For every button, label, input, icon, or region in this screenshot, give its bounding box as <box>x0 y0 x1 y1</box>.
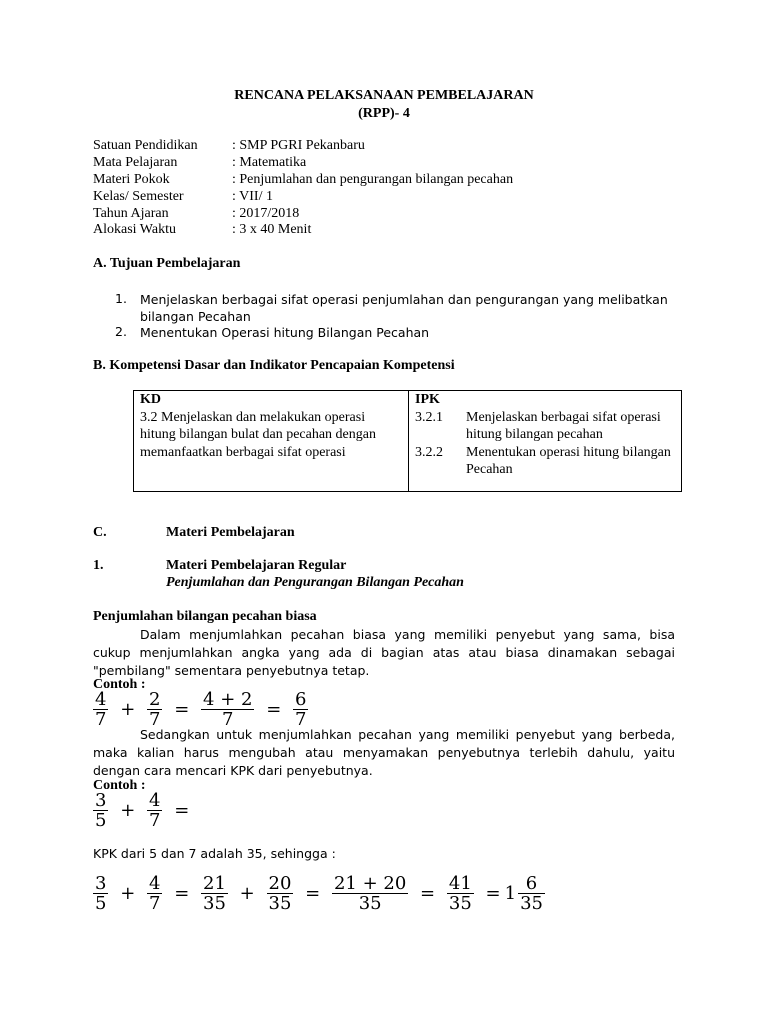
fraction: $\frac{21 + 20}{35}$ <box>333 873 407 914</box>
subsection-heading-2: Penjumlahan dan Pengurangan Bilangan Pecahan <box>166 575 464 590</box>
section-b-heading: B. Kompetensi Dasar dan Indikator Pencapaian Kompetensi <box>93 358 455 373</box>
whole-number: 1 <box>504 883 517 904</box>
list-item-number: 1. <box>115 291 127 306</box>
fraction: $\frac{3}{5}$ <box>95 790 107 831</box>
contoh-label-2: Contoh : <box>93 778 146 793</box>
fraction: $\frac{6}{7}$ <box>295 689 307 730</box>
ipk-number: 3.2.1 <box>415 409 443 425</box>
ipk-text: Menjelaskan berbagai sifat operasi hitung bilangan pecahan <box>466 409 661 442</box>
section-c-label: C. <box>93 525 107 540</box>
equation-1: $\frac{4}{7}$ + $\frac{2}{7}$ = $\frac{4 + 2}{7}$ = $\frac{6}{7}$ <box>95 689 307 730</box>
section-a-heading: A. Tujuan Pembelajaran <box>93 256 241 271</box>
info-label: Satuan Pendidikan <box>93 138 198 153</box>
ipk-item <box>415 409 675 444</box>
kd-cell <box>134 391 409 492</box>
document-title: RENCANA PELAKSANAAN PEMBELAJARAN <box>234 88 534 103</box>
kpk-text: KPK dari 5 dan 7 adalah 35, sehingga : <box>93 846 336 861</box>
fraction: $\frac{41}{35}$ <box>448 873 472 914</box>
fraction: $\frac{4 + 2}{7}$ <box>203 689 253 730</box>
paragraph-1: Dalam menjumlahkan pecahan biasa yang memiliki penyebut yang sama, bisa cukup menjumlahkan angka yang ada di bagian atas atau biasa dinamakan sebagai "pembilang" sementara penyebutnya tetap. <box>93 627 675 678</box>
info-value: : SMP PGRI Pekanbaru <box>232 138 365 153</box>
fraction: $\frac{2}{7}$ <box>149 689 161 730</box>
ipk-text: Menentukan operasi hitung bilangan Pecahan <box>466 444 671 477</box>
fraction: $\frac{6}{35}$ <box>520 873 543 914</box>
kd-header: KD <box>140 392 161 407</box>
equation-3: $\frac{3}{5}$ + $\frac{4}{7}$ = $\frac{21}{35}$ + $\frac{20}{35}$ = $\frac{21 + 20}{35}$ = $\frac{41}{35}$ = 1 $\frac{6}{35}$ <box>95 873 543 914</box>
list-item-number: 2. <box>115 324 127 339</box>
info-label: Tahun Ajaran <box>93 206 169 221</box>
content-subtitle: Penjumlahan bilangan pecahan biasa <box>93 609 317 624</box>
ipk-number: 3.2.2 <box>415 444 443 460</box>
fraction: $\frac{21}{35}$ <box>203 873 226 914</box>
kd-ipk-table <box>133 390 682 492</box>
info-label: Alokasi Waktu <box>93 222 176 237</box>
paragraph-2: Sedangkan untuk menjumlahkan pecahan yang memiliki penyebut yang berbeda, maka kalian harus mengubah atau menyamakan penyebutnya terlebih dahulu, yaitu dengan cara mencari KPK dari penyebutnya. <box>93 727 675 778</box>
info-label: Kelas/ Semester <box>93 189 184 204</box>
fraction: $\frac{4}{7}$ <box>95 689 107 730</box>
subsection-number: 1. <box>93 558 104 573</box>
info-value: : Penjumlahan dan pengurangan bilangan pecahan <box>232 172 514 187</box>
fraction: $\frac{4}{7}$ <box>149 790 161 831</box>
kd-text: 3.2 Menjelaskan dan melakukan operasi hitung bilangan bulat dan pecahan dengan memanfaatkan berbagai sifat operasi <box>140 409 376 460</box>
contoh-label: Contoh : <box>93 677 146 692</box>
ipk-header: IPK <box>415 392 440 407</box>
section-c-heading: Materi Pembelajaran <box>166 525 295 540</box>
info-value: : Matematika <box>232 155 307 170</box>
info-value: : VII/ 1 <box>232 189 273 204</box>
document-subtitle: (RPP)- 4 <box>358 106 410 121</box>
fraction: $\frac{4}{7}$ <box>149 873 161 914</box>
info-value: : 3 x 40 Menit <box>232 222 312 237</box>
list-item-text: Menentukan Operasi hitung Bilangan Pecahan <box>140 325 430 340</box>
info-label: Mata Pelajaran <box>93 155 178 170</box>
list-item-text: Menjelaskan berbagai sifat operasi penjumlahan dan pengurangan yang melibatkan bilangan Pecahan <box>140 292 668 324</box>
fraction: $\frac{3}{5}$ <box>95 873 107 914</box>
equation-2: $\frac{3}{5}$ + $\frac{4}{7}$ = <box>95 790 190 831</box>
ipk-cell <box>409 391 682 492</box>
ipk-item <box>415 444 675 479</box>
fraction: $\frac{20}{35}$ <box>268 873 292 914</box>
info-label: Materi Pokok <box>93 172 170 187</box>
subsection-heading: Materi Pembelajaran Regular <box>166 558 347 573</box>
info-value: : 2017/2018 <box>232 206 300 221</box>
